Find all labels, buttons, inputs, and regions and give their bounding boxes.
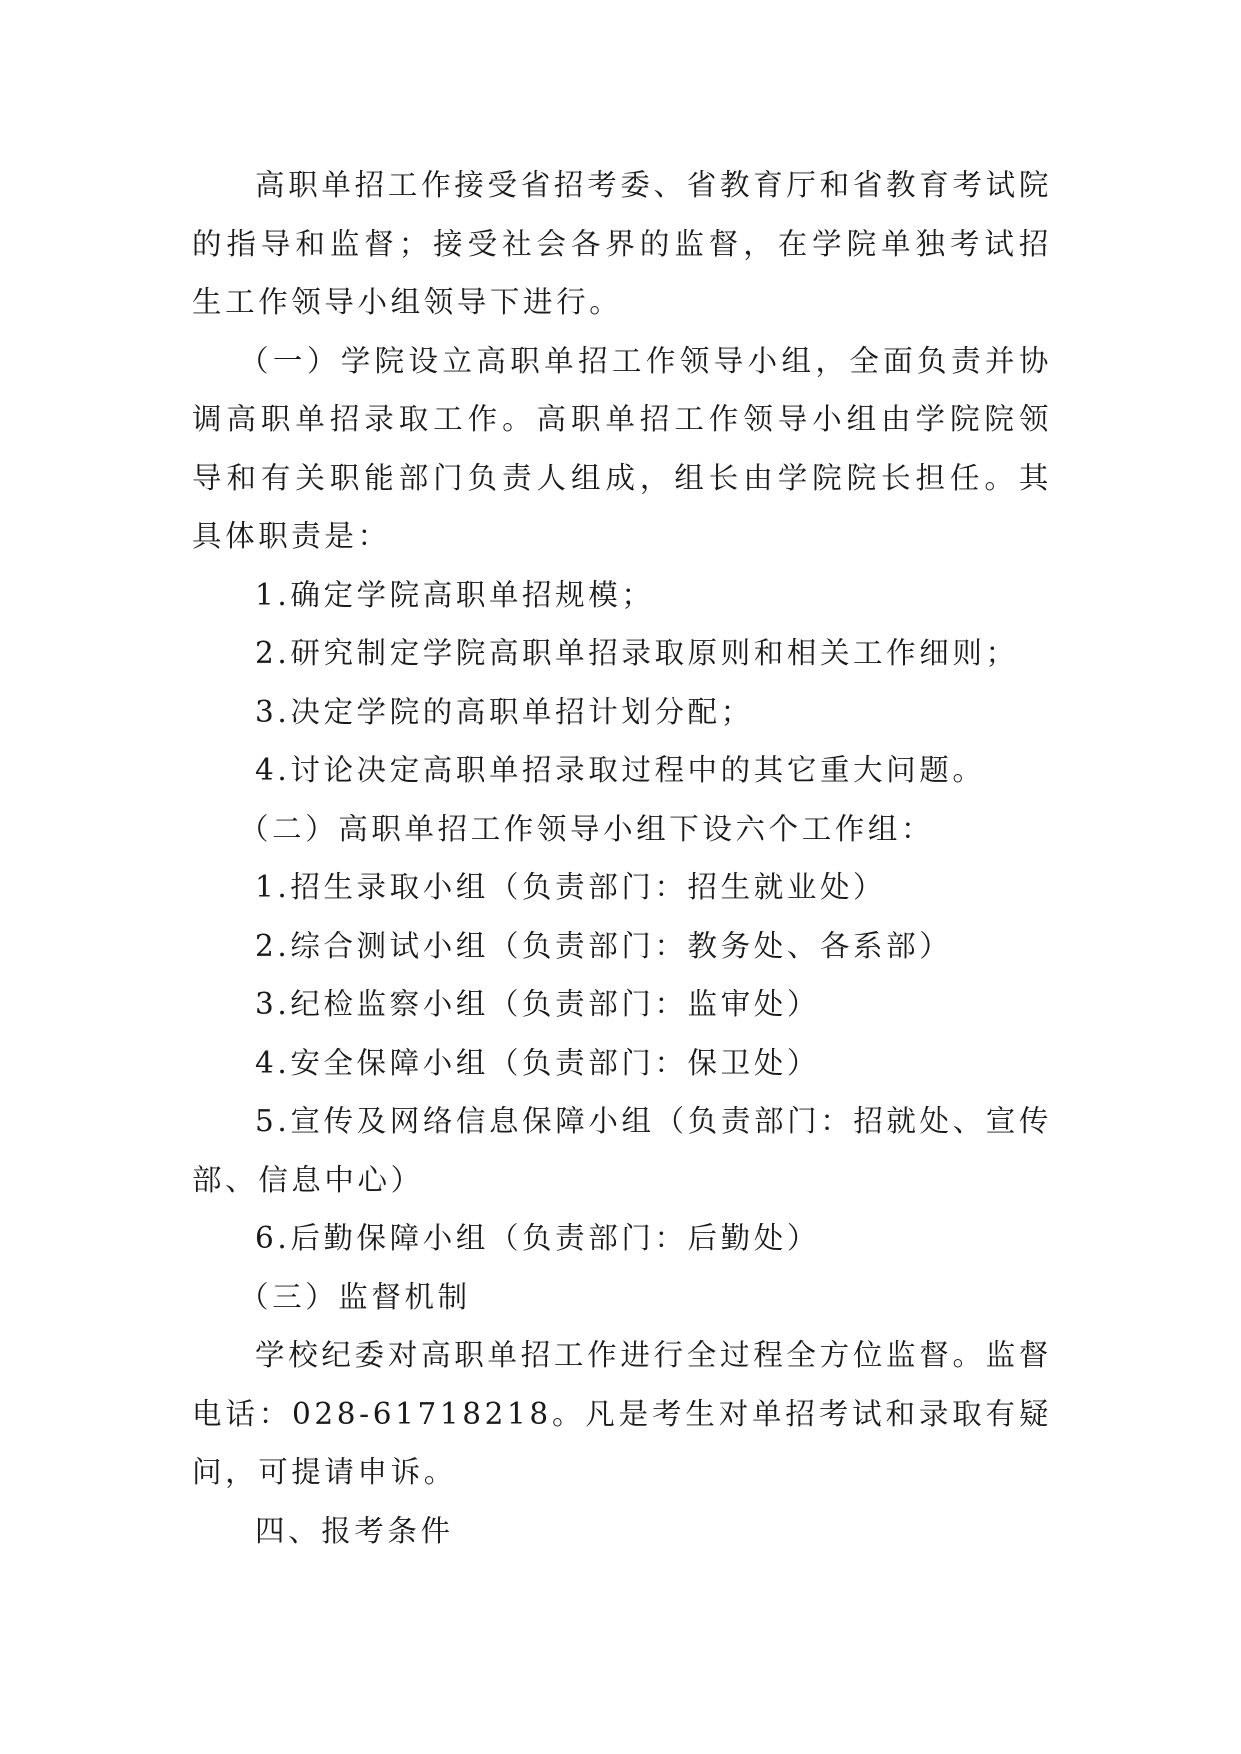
paragraph-supervision-detail: 学校纪委对高职单招工作进行全过程全方位监督。监督电话：028-61718218。凡是考生对单招考试和录取有疑问，可提请申诉。 (192, 1338, 1052, 1489)
paragraph-work-groups: （二）高职单招工作领导小组下设六个工作组： (239, 811, 935, 846)
list-item-duty-3: 3.决定学院的高职单招计划分配； (255, 694, 754, 729)
section-heading-conditions: 四、报考条件 (255, 1513, 454, 1548)
list-item-group-2: 2.综合测试小组（负责部门：教务处、各系部） (255, 928, 953, 963)
document-body (192, 156, 1052, 1560)
paragraph-supervision-heading: （三）监督机制 (239, 1279, 471, 1314)
list-item-group-4: 4.安全保障小组（负责部门：保卫处） (255, 1045, 820, 1080)
list-item-duty-1: 1.确定学院高职单招规模； (255, 577, 655, 612)
paragraph-leading-group: （一）学院设立高职单招工作领导小组，全面负责并协调高职单招录取工作。高职单招工作领导小组由学院院领导和有关职能部门负责人组成，组长由学院院长担任。其具体职责是： (192, 343, 1052, 553)
list-item-duty-2: 2.研究制定学院高职单招录取原则和相关工作细则； (255, 636, 1019, 670)
paragraph-supervision-intro: 高职单招工作接受省招考委、省教育厅和省教育考试院的指导和监督；接受社会各界的监督，在学院单独考试招生工作领导小组领导下进行。 (192, 168, 1052, 319)
list-item-group-3: 3.纪检监察小组（负责部门：监审处） (255, 987, 820, 1021)
list-item-group-5: 5.宣传及网络信息保障小组（负责部门：招就处、宣传部、信息中心） (192, 1104, 1052, 1197)
list-item-group-1: 1.招生录取小组（负责部门：招生就业处） (255, 870, 887, 904)
list-item-duty-4: 4.讨论决定高职单招录取过程中的其它重大问题。 (255, 753, 986, 787)
list-item-group-6: 6.后勤保障小组（负责部门：后勤处） (255, 1221, 820, 1255)
